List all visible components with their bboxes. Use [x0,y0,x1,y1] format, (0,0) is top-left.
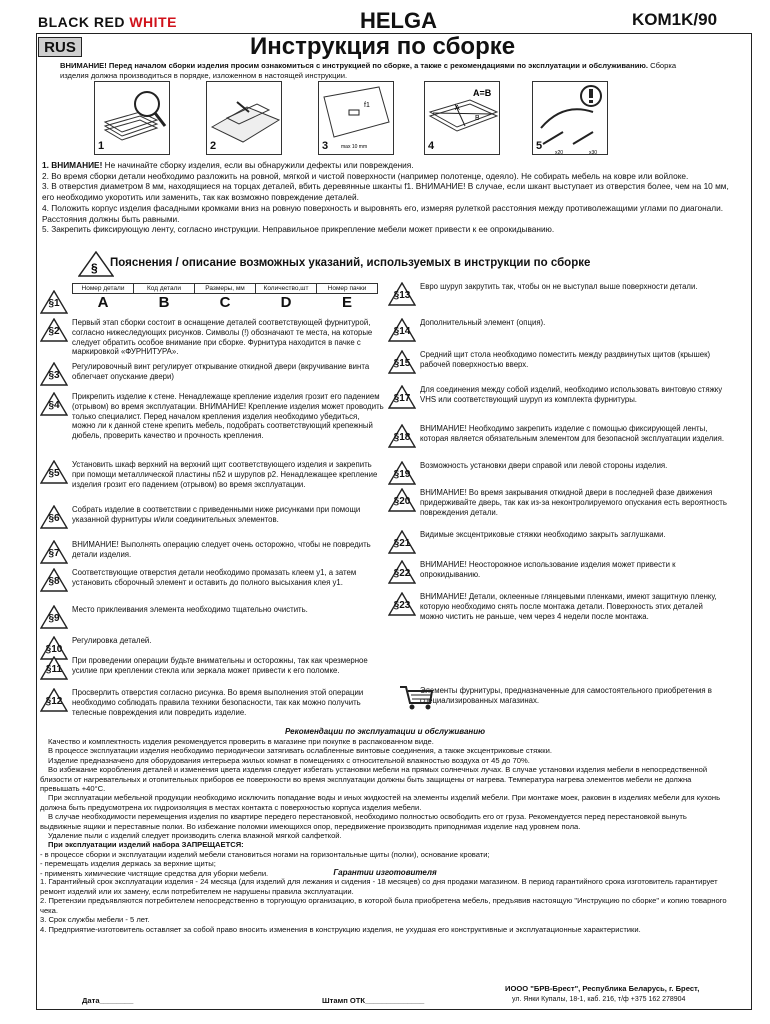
right-note-badge [388,560,416,584]
left-note-badge [40,392,68,416]
panel-4 [424,81,500,155]
right-note-badge [388,424,416,448]
legend-letter-d: D [280,294,292,311]
guarantee-heading: Гарантии изготовителя [333,868,437,877]
right-note-badge [388,592,416,616]
left-note-text: Первый этап сборки состоит в оснащение деталей соответствующей фурнитурой, согласно нижеследующих рисунков. Символы (!) обозначают те места, на которые следует обратить особое внимание при сборке. Фурнитура находится в пачке с маркировкой «ФУРНИТУРА». [72,318,373,357]
right-note-badge [388,488,416,512]
left-note-number: §8 [48,576,60,587]
section-symbol: § [91,261,98,275]
left-note-badge [40,688,68,712]
date-field: Дата________ [82,996,134,1005]
tools-icon [533,82,609,156]
panel-5 [532,81,608,155]
section-title: Пояснения / описание возможных указаний, используемых в инструкции по сборке [110,257,591,269]
right-note-text: Элементы фурнитуры, предназначенные для самостоятельного приобретения в специализированных магазинах. [420,686,712,705]
product-code: KOM1K/90 [632,10,718,29]
right-note-text: Евро шуруп закрутить так, чтобы он не выступал выше поверхности детали. [420,282,698,291]
guarantee-line: 4. Предприятие-изготовитель оставляет за собой право вносить изменения в конструкцию изделия, не ухудшая его конструктивные и эксплуатационные характеристики. [40,924,641,934]
max-10mm-label: max 10 mm [341,144,368,150]
left-note-text: Регулировка деталей. [72,636,152,645]
left-note-text: Установить шкаф верхний на верхний щит соответствующего изделия и закрепить при помощи металлической пластины n52 и шурупов p2. Ненадлежащее крепление изделия грозит его падением (отрывом) во время эксплуатации. [72,460,378,489]
panel-1-number: 1 [98,140,105,152]
recommendations-heading: Рекомендации по эксплуатации и обслуживанию [284,727,486,736]
right-note-number: §23 [393,600,411,611]
right-note-text: ВНИМАНИЕ! Во время закрывания откидной двери в последней фазе движения придерживайте дверь, так как из-за неконтролируемого опускания есть вероятность повреждения детали. [420,488,727,517]
left-note-text: Просверлить отверстия согласно рисунка. Во время выполнения этой операции необходимо соблюдать правила техники безопасности, так как можно получить телесные повреждения или повредить изделие. [72,688,364,717]
legend-header-part-number: Номер детали [73,284,134,294]
left-note-badge [40,540,68,564]
company-name: ИООО "БРВ-Брест", Республика Беларусь, г. Брест, [505,984,700,993]
right-note-badge [388,318,416,342]
left-note-badge [40,290,68,314]
paragraph-triangle-icon [78,251,114,277]
panel-3-number: 3 [322,140,329,152]
rec-line: Изделие предназначено для оборудования интерьера жилых комнат в помещениях с относительной влажностью воздуха от 45 до 70%. [48,755,530,765]
legend-letter-c: C [219,294,231,311]
left-note-badge [40,605,68,629]
rec-line: В процессе эксплуатации изделия необходимо периодически затягивать ослабленные винтовые соединения, а также эксцентриковые стяжки. [48,746,552,756]
panel-3 [318,81,394,155]
right-note-text: ВНИМАНИЕ! Неосторожное использование изделия может привести к опрокидыванию. [420,560,676,579]
assembly-steps [42,160,732,235]
right-note-number: §21 [393,538,411,549]
rec-line: - в процессе сборки и эксплуатации изделий мебели становиться ногами на горизонтальные щиты (полки), основание кровати; [40,849,490,859]
company-address: ул. Янки Купалы, 18-1, каб. 216, т/ф +375 162 278904 [512,996,686,1003]
guarantee-line: 2. Претензии предъявляются потребителем непосредственно в торгующую организацию, в которой была приобретена мебель, предъявив настоящую "Инструкцию по сборке" и копию товарного чека. [40,896,727,915]
left-note-badge [40,505,68,529]
right-note-badge [388,385,416,409]
legend-letter-e: E [341,294,352,311]
intro-warning-rest: Сборка изделия должна производиться в порядке, изложенном в настоящей инструкции. [60,61,677,80]
right-note-number: §20 [393,496,411,507]
legend-letter-b: B [158,294,170,311]
intro-warning-bold: ВНИМАНИЕ! Перед началом сборки изделия просим ознакомиться с инструкцией по сборке, а также с рекомендациями по эксплуатации и обслуживанию. [60,61,648,70]
legend-header-pack-number: Номер пачки [317,284,378,294]
left-note-badge [40,568,68,592]
legend-header-part-code: Код детали [134,284,195,294]
legend-table [72,283,378,311]
page-title: Инструкция по сборке [250,33,516,60]
x20-label: x20 [555,150,564,156]
rec-line: Качество и комплектность изделия рекомендуется проверить в магазине при покупке в распакованном виде. [48,737,434,746]
brand-logo [38,14,177,30]
step-2: 2. Во время сборки детали необходимо разложить на ровной, мягкой и чистой поверхности (например полотенце, одеяло). Не собирать мебель на ковре или войлоке. [42,170,689,181]
x30-label: x30 [589,150,598,156]
right-note-number: §14 [393,326,411,337]
rec-line: При эксплуатации изделий набора ЗАПРЕЩАЕТСЯ: [48,840,244,850]
brand-part2: WHITE [129,14,177,30]
legend-letter-a: A [97,294,109,311]
step-4: 4. Положить корпус изделия фасадными кромками вниз на ровную поверхность и выровнять его, измеряя рулеткой расстояния между противолежащими углами по диагонали. Расстояния должны быть равными. [42,202,724,224]
left-note-text: Место приклеивания элемента необходимо тщательно очистить. [72,605,308,614]
f1-label: f1 [364,102,370,109]
left-note-number: §6 [48,513,60,524]
magnifier-icon [95,82,171,156]
step-5: 5. Закрепить фиксирующую ленту, согласно инструкции. Неправильное прикрепление мебели может привести к ее опрокидыванию. [42,224,555,235]
left-note-number: §3 [48,370,60,381]
rec-line: При эксплуатации мебельной продукции необходимо исключить попадание воды и иных жидкостей на элементы изделий мебели. При монтаже моек, раковин в изделиях мебели для кухонь должна быть предусмотрена их гидроизоляция в местах контакта с поверхностью корпуса изделия мебели. [40,793,721,812]
brand-part1: BLACK RED [38,14,130,30]
intro-warning [60,61,700,81]
rec-line: Удаление пыли с изделий следует производить слегка влажной мягкой салфеткой. [48,831,342,841]
right-note-number: §19 [393,469,411,480]
left-note-text: Прикрепить изделие к стене. Ненадлежаще крепление изделия грозит его падением (отрывом) во время эксплуатации. ВНИМАНИЕ! Крепление изделия может проводить только специалист. Перед началом крепления изделия необходимо убедиться, можно ли к данной стене крепить мебель, подобрать соответствующий крепежный дюбель, проверить качество и прочность крепления. [72,392,384,441]
left-note-number: §10 [45,644,63,655]
rec-line: Во избежание коробления деталей и изменения цвета изделия следует избегать установки мебели на прямых солнечных лучах. В случае установки изделия мебели в непосредственной близости от нагревательных и отопительных приборов ее поверхности во время эксплуатации должны быть защищены от нагрева. Температура нагрева элементов мебели не должна превышать +40°С. [40,765,708,794]
left-note-number: §9 [48,613,60,624]
left-note-badge [40,362,68,386]
left-note-text: Соответствующие отверстия детали необходимо промазать клеем y1, а затем установить сборочный элемент и оставить до полного высыхания клея y1. [72,568,357,587]
panel-2 [206,81,282,155]
guarantee-text [40,877,730,935]
blanket-icon [207,82,283,156]
left-note-text: Регулировочный винт регулирует открывание откидной двери (вкручивание винта облегчает опускание двери) [72,362,370,381]
left-note-number: §5 [48,468,60,479]
stamp-field: Штамп ОТК______________ [322,996,425,1005]
right-note-number: §15 [393,358,411,369]
a-equals-b-label: A=B [473,88,492,98]
right-note-badge [388,282,416,306]
shopping-cart-icon [398,683,434,711]
step-3: 3. В отверстия диаметром 8 мм, находящиеся на торцах деталей, вбить деревянные шканты f1. ВНИМАНИЕ! В случае, если шкант выступает из отверстия более, чем на 10 мм, его необходимо укоротить или заменить, так как возможно повреждение деталей. [42,181,729,203]
guarantee-line: 3. Срок службы мебели - 5 лет. [40,915,150,925]
left-note-number: §11 [45,664,63,675]
left-note-number: §4 [48,400,60,411]
b-label: B [475,115,480,122]
panel-1 [94,81,170,155]
right-note-text: ВНИМАНИЕ! Необходимо закрепить изделие с помощью фиксирующей ленты, которая является обязательным элементом для безопасной эксплуатации изделия. [420,424,725,443]
rec-line: В случае необходимости перемещения изделия по квартире передего перестановкой, необходимо полностью освободить его от груза. Рекомендуется перед перестановкой вынуть выдвижные ящики и переставные полки. Во избежание поломки имеющихся опор, передвижение производить приподнимая изделие над уровнем пола. [40,812,687,831]
panel-5-number: 5 [536,140,543,152]
legend-section-header [70,251,690,277]
product-name: HELGA [360,8,437,33]
recommendations-text [40,737,730,878]
right-note-number: §13 [393,290,411,301]
left-note-badge [40,656,68,680]
a-label: A [455,105,460,112]
right-note-number: §22 [393,568,411,579]
language-badge: RUS [38,37,82,57]
diagonal-measure-icon [425,82,501,156]
panel-2-number: 2 [210,140,217,152]
right-note-badge [388,350,416,374]
right-note-text: Средний щит стола необходимо поместить между раздвинутых щитов (крышек) рабочей поверхностью вверх. [420,350,711,369]
illustration-strip [94,81,614,155]
right-note-text: Для соединения между собой изделий, необходимо использовать винтовую стяжку VHS или соответствующий шуруп из комплекта фурнитуры. [420,385,723,404]
dowel-icon [319,82,395,156]
left-note-text: Собрать изделие в соответствии с приведенными ниже рисунками при помощи указанной фурнитуры и/или соединительных элементов. [72,505,361,524]
left-note-number: §1 [48,298,60,309]
left-note-badge [40,318,68,342]
legend-header-quantity: Количество,шт [256,284,317,294]
right-note-text: Возможность установки двери справой или левой стороны изделия. [420,461,668,470]
legend-header-dimensions: Размеры, мм [195,284,256,294]
right-note-text: ВНИМАНИЕ! Детали, оклеенные глянцевыми пленками, имеют защитную пленку, которую необходимо снять после монтажа детали. Поверхность этих деталей можно чистить не раньше, чем через 4 недели после монтажа. [420,592,717,621]
right-note-text: Дополнительный элемент (опция). [420,318,546,327]
left-note-text: ВНИМАНИЕ! Выполнять операцию следует очень осторожно, чтобы не повредить детали изделия. [72,540,371,559]
right-note-badge [388,530,416,554]
right-note-number: §18 [393,432,411,443]
rec-line: - применять химические чистящие средства для уборки мебели. [40,868,269,878]
step-1 [42,160,732,171]
panel-4-number: 4 [428,140,435,152]
rec-line: - перемещать изделия держась за верхние щиты; [40,859,216,869]
right-note-number: §17 [393,393,411,404]
left-note-number: §2 [48,326,60,337]
left-note-badge [40,460,68,484]
step-1-bold: 1. ВНИМАНИЕ! [42,160,103,170]
left-note-number: §12 [45,696,63,707]
right-note-badge [388,461,416,485]
step-1-text: Не начинайте сборку изделия, если вы обнаружили дефекты или повреждения. [102,160,414,170]
guarantee-line: 1. Гарантийный срок эксплуатации изделия - 24 месяца (для изделий для лежания и сидения - 18 месяцев) со дня продажи магазином. В период гарантийного срока изготовитель гарантирует ремонт изделий или их замену, если потребителем не нарушены правила эксплуатации. [40,877,718,896]
left-note-text: При проведении операции будьте внимательны и осторожны, так как чрезмерное усилие при креплении стекла или зеркала может привести к его поломке. [72,656,368,675]
right-note-text: Видимые эксцентриковые стяжки необходимо закрыть заглушками. [420,530,666,539]
left-note-number: §7 [48,548,60,559]
